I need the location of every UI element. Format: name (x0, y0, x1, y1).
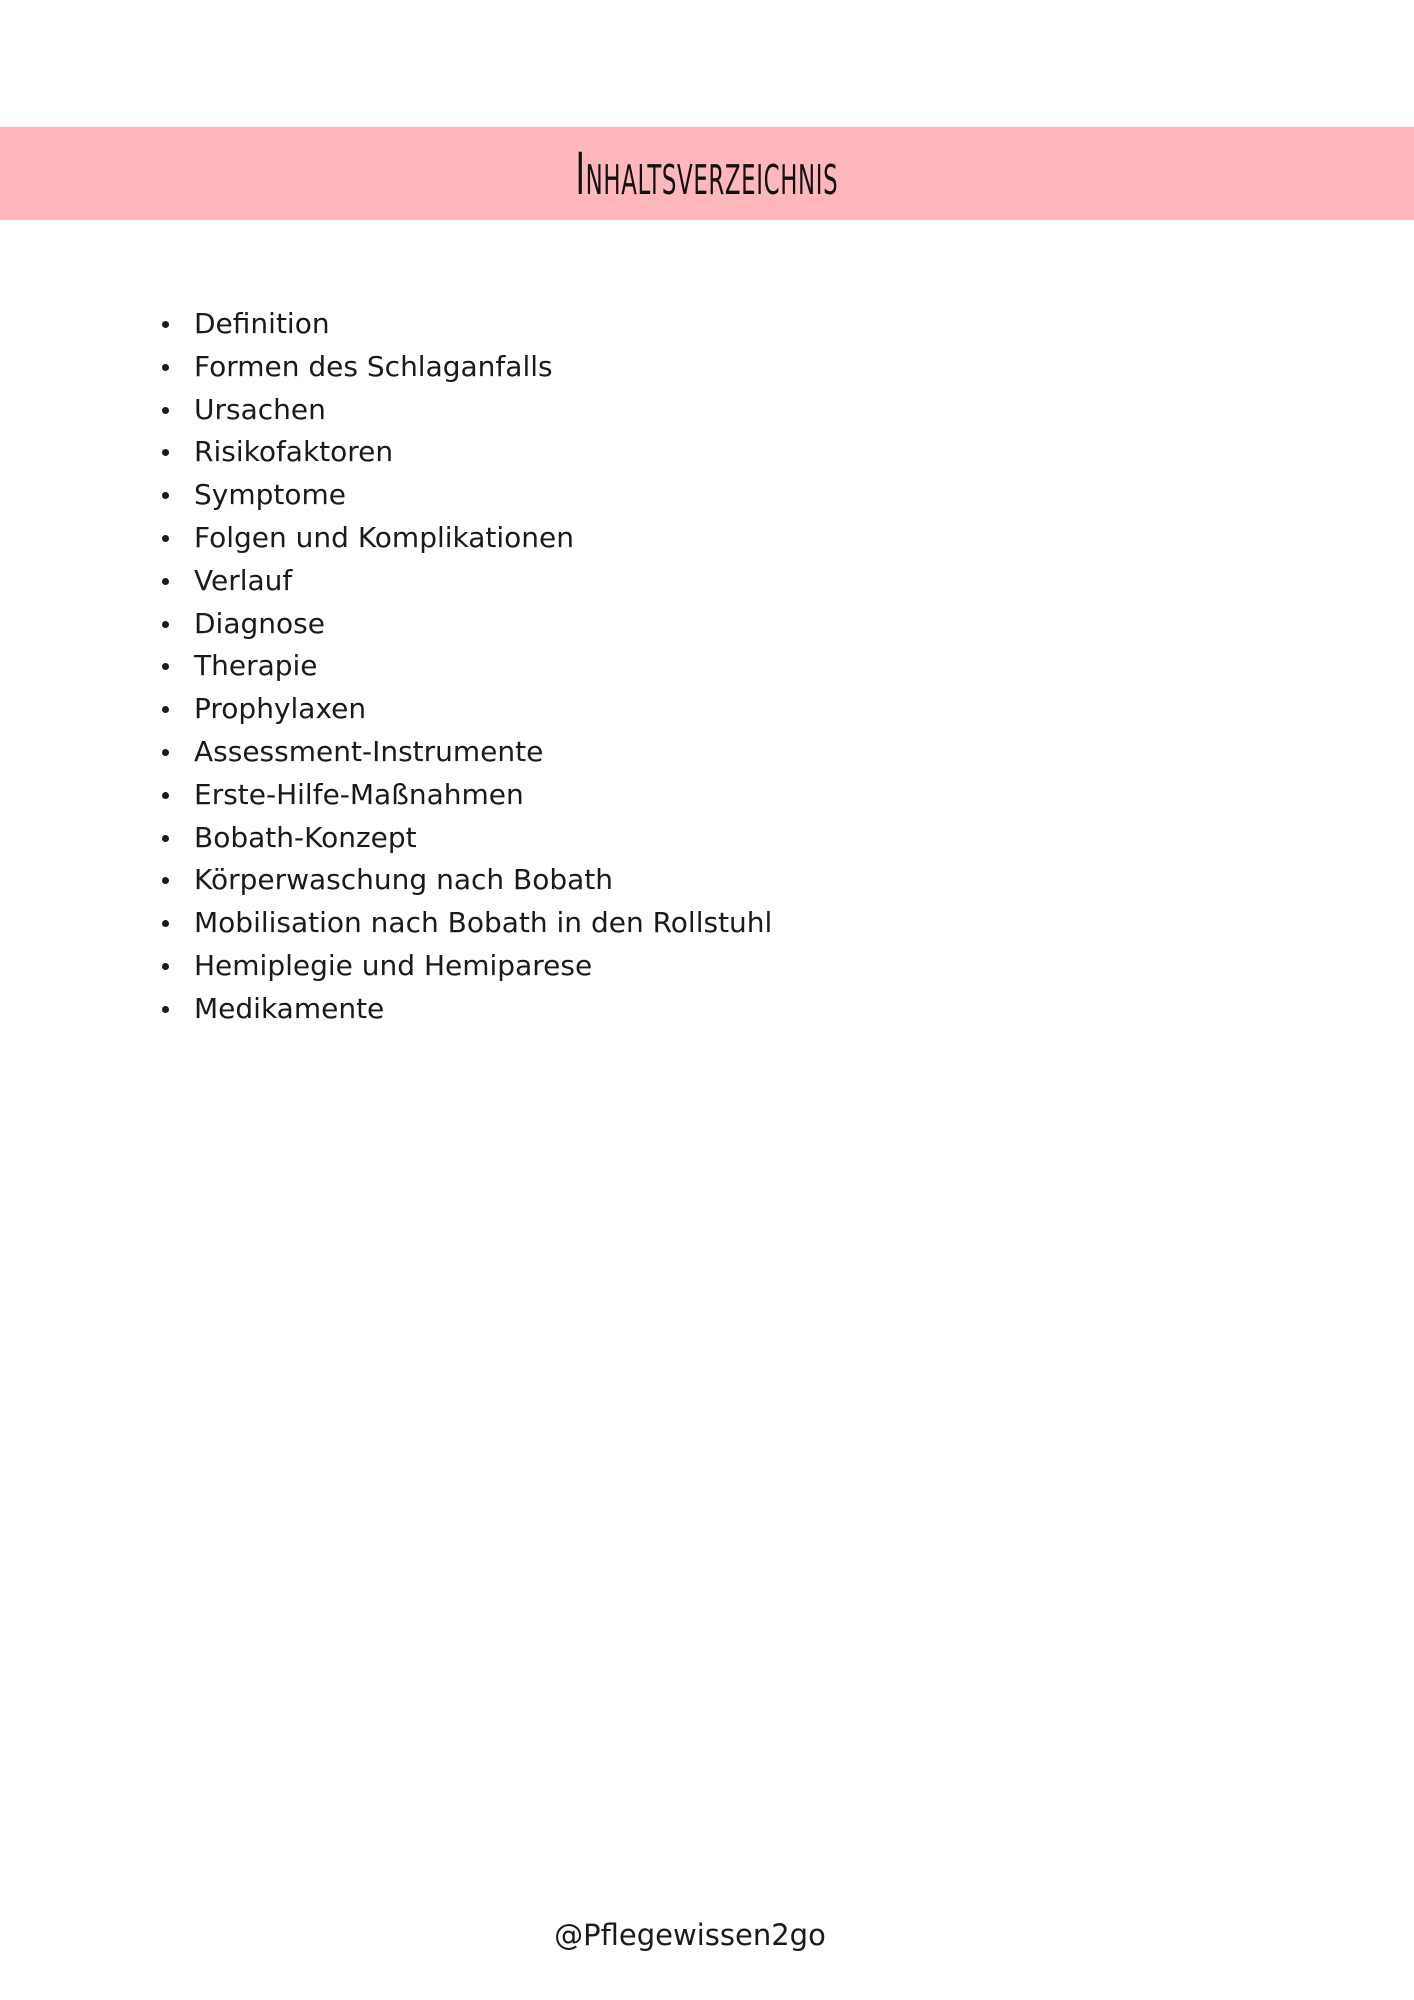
toc-item-medikamente: Medikamente (160, 988, 780, 1031)
toc-item-hemiplegie: Hemiplegie und Hemiparese (160, 945, 780, 988)
toc-item-verlauf: Verlauf (160, 560, 780, 603)
toc-item-therapie: Therapie (160, 645, 780, 688)
toc-item-folgen: Folgen und Komplikationen (160, 517, 780, 560)
toc-item-definition: Definition (160, 303, 780, 346)
toc-item-formen: Formen des Schlaganfalls (160, 346, 780, 389)
toc-item-koerperwaschung: Körperwaschung nach Bobath (160, 859, 780, 902)
toc-item-diagnose: Diagnose (160, 603, 780, 646)
toc-item-bobath-konzept: Bobath-Konzept (160, 817, 780, 860)
table-of-contents (160, 303, 780, 1031)
toc-item-symptome: Symptome (160, 474, 780, 517)
toc-item-erste-hilfe: Erste-Hilfe-Maßnahmen (160, 774, 780, 817)
footer-handle: @Pflegewissen2go (554, 1918, 826, 1952)
page-title: Inhaltsverzeichnis (575, 139, 839, 208)
toc-item-assessment: Assessment-Instrumente (160, 731, 780, 774)
toc-item-mobilisation: Mobilisation nach Bobath in den Rollstuhl (160, 902, 780, 945)
toc-item-ursachen: Ursachen (160, 389, 780, 432)
toc-item-risikofaktoren: Risikofaktoren (160, 431, 780, 474)
title-band (0, 127, 1414, 220)
toc-item-prophylaxen: Prophylaxen (160, 688, 780, 731)
